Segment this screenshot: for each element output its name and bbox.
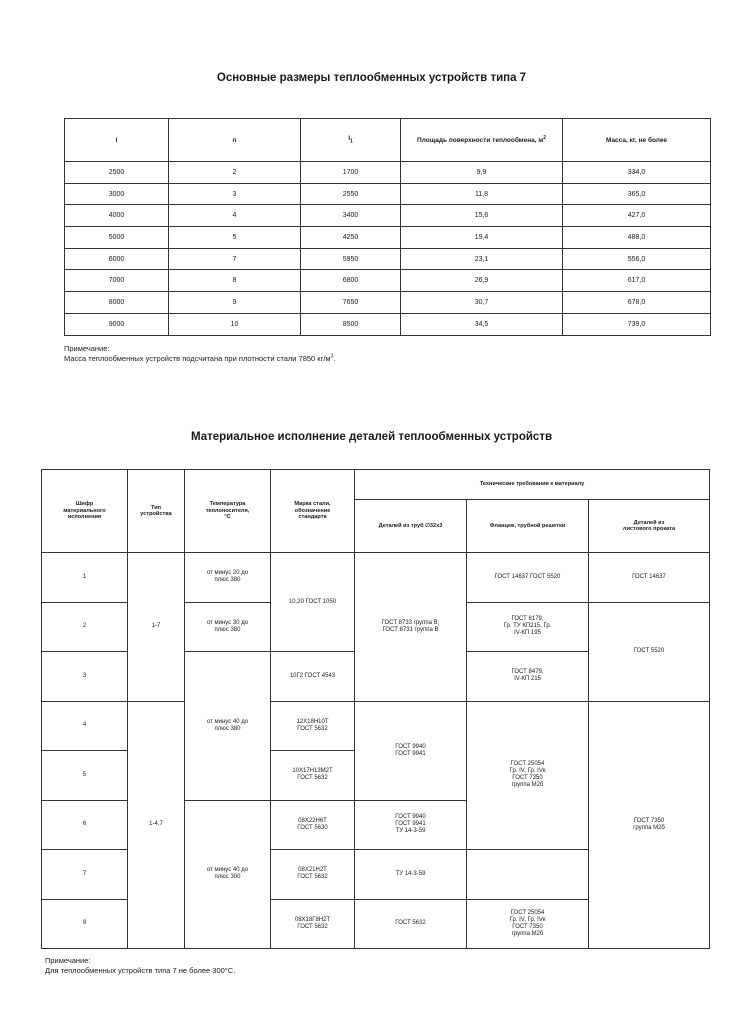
table1-title: Основные размеры теплообменных устройств типа 7: [216, 72, 527, 84]
cell: 4: [42, 701, 128, 751]
cell: 1-4,7: [128, 701, 185, 949]
cell: 34,5: [401, 313, 563, 335]
cell: ГОСТ 8733 группа В; ГОСТ 8731 группа В: [355, 553, 467, 702]
cell: 3: [169, 183, 301, 205]
cell: ГОСТ 8479, IV-КП 215: [467, 652, 589, 702]
header-n: n: [169, 119, 301, 162]
cell: 5000: [65, 227, 169, 249]
header-temp: Температура теплоносителя, °С: [185, 470, 271, 553]
cell: 4250: [301, 227, 401, 249]
header-subscript: 1: [350, 138, 353, 145]
cell: 2550: [301, 183, 401, 205]
cell: 2: [169, 162, 301, 184]
cell: 6800: [301, 270, 401, 292]
cell: ГОСТ 14637: [589, 553, 710, 603]
header-type: Тип устройства: [128, 470, 185, 553]
cell: 2: [42, 602, 128, 652]
cell: 5950: [301, 248, 401, 270]
header-mass: Масса, кг, не более: [563, 119, 711, 162]
header-superscript: 2: [543, 134, 546, 141]
note-title: Примечание:: [45, 956, 91, 965]
header-cipher: Шифр материального исполнения: [42, 470, 128, 553]
header-area: Площадь поверхности теплообмена, $м^2$: [401, 119, 563, 162]
cell: 11,8: [401, 183, 563, 205]
cell: от минус 30 до плюс 380: [185, 602, 271, 652]
cell: 334,0: [563, 162, 711, 184]
cell: от минус 40 до плюс 300: [185, 800, 271, 949]
table-row: [42, 553, 710, 603]
cell: 15,6: [401, 205, 563, 227]
table1-note: [64, 344, 335, 363]
cell: 6: [42, 800, 128, 850]
cell: 30,7: [401, 292, 563, 314]
header-grade: Марка стали, обозначение стандарта: [271, 470, 355, 553]
cell: 8500: [301, 313, 401, 335]
cell: ГОСТ 25054 Гр. IV, Гр. IVк ГОСТ 7350 группа М2б: [467, 701, 589, 850]
cell: 5: [42, 751, 128, 801]
cell: ТУ 14-3-59: [355, 850, 467, 900]
cell: 19,4: [401, 227, 563, 249]
cell: ГОСТ 25054 Гр. IV, Гр. IVк ГОСТ 7350 группа М2б: [467, 899, 589, 949]
cell: от минус 40 до плюс 380: [185, 652, 271, 801]
cell: от минус 20 до плюс 380: [185, 553, 271, 603]
cell: 7650: [301, 292, 401, 314]
cell: 678,0: [563, 292, 711, 314]
cell: ГОСТ 8179, Гр. ТУ КП215, Гр. IV-КП 195: [467, 602, 589, 652]
materials-table: [41, 469, 710, 949]
header-flanges: Фланцев, трубной решетки: [467, 500, 589, 553]
cell: 9000: [65, 313, 169, 335]
header-pipes: Деталей из труб ∅32х3: [355, 500, 467, 553]
cell: 3: [42, 652, 128, 702]
header-l1: $l_1$: [301, 119, 401, 162]
dimensions-table: [64, 118, 711, 336]
table2-note: [45, 956, 235, 975]
note-text: Масса теплообменных устройств подсчитана при плотности стали 7850 $кг/м^3$.: [64, 353, 336, 363]
cell: 9: [169, 292, 301, 314]
cell: 1-7: [128, 553, 185, 702]
note-title: Примечание:: [64, 344, 110, 353]
cell: ГОСТ 9940 ГОСТ 9941: [355, 701, 467, 800]
note-superscript: 3: [330, 353, 334, 359]
cell: 7000: [65, 270, 169, 292]
cell: 10: [169, 313, 301, 335]
cell: 10,20 ГОСТ 1050: [271, 553, 355, 652]
table-row: [65, 292, 711, 314]
cell: 08Х21Н2Т ГОСТ 5632: [271, 850, 355, 900]
cell: 8: [169, 270, 301, 292]
table-row: [65, 205, 711, 227]
cell: 7: [42, 850, 128, 900]
header-l: l: [65, 119, 169, 162]
cell: 365,0: [563, 183, 711, 205]
cell: 10Г2 ГОСТ 4543: [271, 652, 355, 702]
cell: 26,9: [401, 270, 563, 292]
cell: 8000: [65, 292, 169, 314]
table-row: [65, 162, 711, 184]
cell: 08Х22Н6Т ГОСТ 5630: [271, 800, 355, 850]
cell: 12Х18Н10Т ГОСТ 5632: [271, 701, 355, 751]
cell: ГОСТ 9940 ГОСТ 9941 ТУ 14-3-59: [355, 800, 467, 850]
table-header-row: [65, 119, 711, 162]
table-row: [42, 701, 710, 751]
header-sheet: Деталей из листового проката: [589, 500, 710, 553]
cell: 7: [169, 248, 301, 270]
table-row: [65, 270, 711, 292]
cell: 427,0: [563, 205, 711, 227]
cell: 10Х17Н13М2Т ГОСТ 5632: [271, 751, 355, 801]
cell: 23,1: [401, 248, 563, 270]
table-row: [65, 248, 711, 270]
table-header-row: [42, 470, 710, 500]
cell: ГОСТ 7350 группа М2б: [589, 701, 710, 949]
table-row: [65, 227, 711, 249]
cell: 617,0: [563, 270, 711, 292]
cell: 6000: [65, 248, 169, 270]
cell: 488,0: [563, 227, 711, 249]
cell: 739,0: [563, 313, 711, 335]
cell: 3000: [65, 183, 169, 205]
cell: 5: [169, 227, 301, 249]
table-row: [65, 183, 711, 205]
cell: 8: [42, 899, 128, 949]
cell: 556,0: [563, 248, 711, 270]
header-tech: Технические требования к материалу: [355, 470, 710, 500]
cell: 3400: [301, 205, 401, 227]
cell: ГОСТ 5632: [355, 899, 467, 949]
cell: 1: [42, 553, 128, 603]
cell: 4: [169, 205, 301, 227]
cell: 4000: [65, 205, 169, 227]
cell: 08Х18Г8Н2Т ГОСТ 5632: [271, 899, 355, 949]
cell: 9,9: [401, 162, 563, 184]
cell: ГОСТ 14637 ГОСТ 5520: [467, 553, 589, 603]
table-row: [65, 313, 711, 335]
cell: ГОСТ 5520: [589, 602, 710, 701]
table2-title: Материальное исполнение деталей теплообменных устройств: [190, 431, 553, 443]
note-text: Для теплообменных устройств типа 7 не более 300°С.: [45, 965, 236, 975]
cell: 2500: [65, 162, 169, 184]
cell: 1700: [301, 162, 401, 184]
